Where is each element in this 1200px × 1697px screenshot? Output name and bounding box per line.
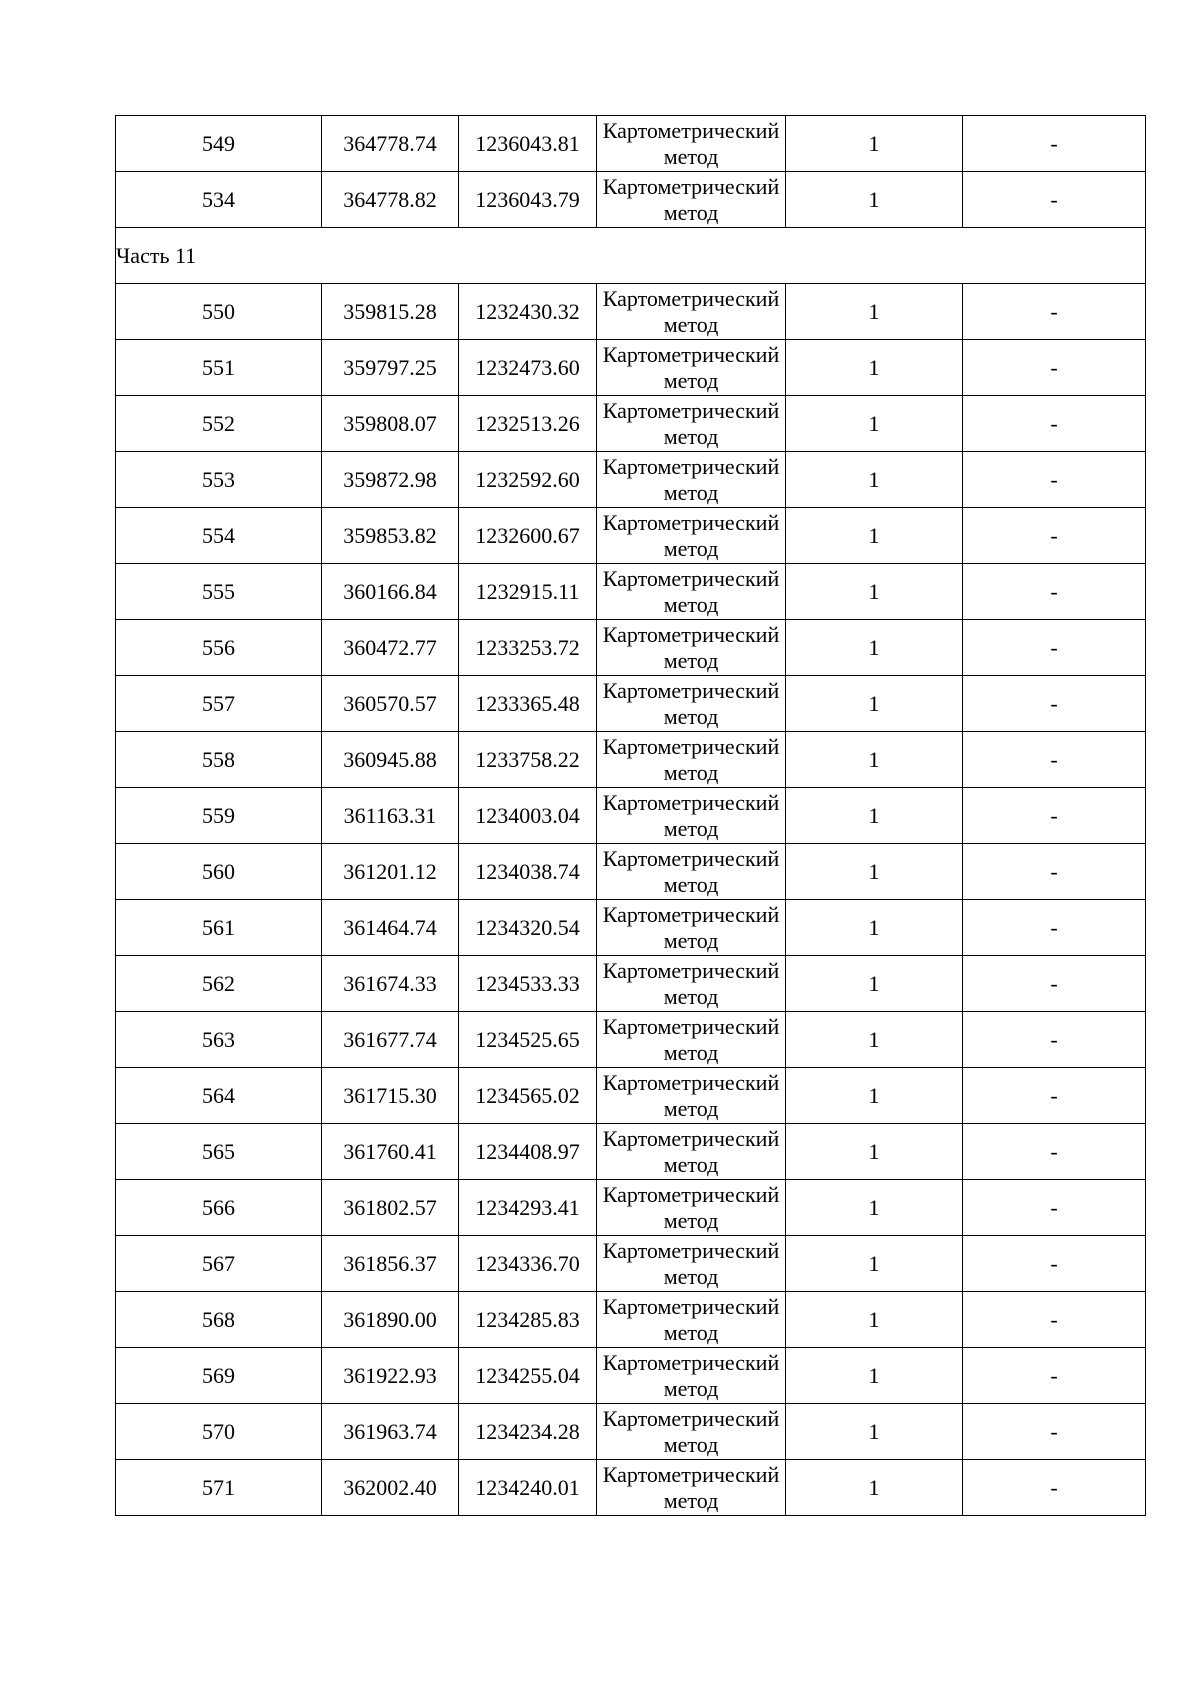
point-number-cell: 549	[116, 116, 322, 172]
y-coordinate-cell: 1232915.11	[459, 564, 597, 620]
accuracy-cell: 1	[786, 340, 963, 396]
point-number-cell: 563	[116, 1012, 322, 1068]
accuracy-cell: 1	[786, 1012, 963, 1068]
x-coordinate-cell: 361674.33	[322, 956, 459, 1012]
method-cell: Картометрический метод	[597, 1180, 786, 1236]
y-coordinate-cell: 1232600.67	[459, 508, 597, 564]
method-cell: Картометрический метод	[597, 340, 786, 396]
accuracy-cell: 1	[786, 676, 963, 732]
accuracy-cell: 1	[786, 1292, 963, 1348]
point-number-cell: 558	[116, 732, 322, 788]
method-cell: Картометрический метод	[597, 508, 786, 564]
note-cell: -	[963, 172, 1146, 228]
y-coordinate-cell: 1234525.65	[459, 1012, 597, 1068]
method-cell: Картометрический метод	[597, 844, 786, 900]
note-cell: -	[963, 844, 1146, 900]
y-coordinate-cell: 1232513.26	[459, 396, 597, 452]
x-coordinate-cell: 359853.82	[322, 508, 459, 564]
section-label: Часть 11	[116, 228, 1146, 284]
note-cell: -	[963, 564, 1146, 620]
y-coordinate-cell: 1234408.97	[459, 1124, 597, 1180]
method-cell: Картометрический метод	[597, 1292, 786, 1348]
accuracy-cell: 1	[786, 1404, 963, 1460]
note-cell: -	[963, 620, 1146, 676]
section-row	[116, 228, 1146, 284]
x-coordinate-cell: 361677.74	[322, 1012, 459, 1068]
method-cell: Картометрический метод	[597, 676, 786, 732]
point-number-cell: 566	[116, 1180, 322, 1236]
note-cell: -	[963, 788, 1146, 844]
x-coordinate-cell: 361890.00	[322, 1292, 459, 1348]
accuracy-cell: 1	[786, 844, 963, 900]
table-row	[116, 1012, 1146, 1068]
method-cell: Картометрический метод	[597, 1012, 786, 1068]
coordinates-table-body	[116, 116, 1146, 1516]
point-number-cell: 568	[116, 1292, 322, 1348]
method-cell: Картометрический метод	[597, 452, 786, 508]
x-coordinate-cell: 361201.12	[322, 844, 459, 900]
y-coordinate-cell: 1233253.72	[459, 620, 597, 676]
x-coordinate-cell: 359797.25	[322, 340, 459, 396]
point-number-cell: 569	[116, 1348, 322, 1404]
x-coordinate-cell: 361963.74	[322, 1404, 459, 1460]
x-coordinate-cell: 361802.57	[322, 1180, 459, 1236]
method-cell: Картометрический метод	[597, 788, 786, 844]
y-coordinate-cell: 1234320.54	[459, 900, 597, 956]
table-row	[116, 564, 1146, 620]
accuracy-cell: 1	[786, 396, 963, 452]
y-coordinate-cell: 1233758.22	[459, 732, 597, 788]
note-cell: -	[963, 1348, 1146, 1404]
method-cell: Картометрический метод	[597, 620, 786, 676]
accuracy-cell: 1	[786, 900, 963, 956]
note-cell: -	[963, 900, 1146, 956]
table-row	[116, 1460, 1146, 1516]
point-number-cell: 550	[116, 284, 322, 340]
method-cell: Картометрический метод	[597, 396, 786, 452]
x-coordinate-cell: 359815.28	[322, 284, 459, 340]
y-coordinate-cell: 1234285.83	[459, 1292, 597, 1348]
accuracy-cell: 1	[786, 508, 963, 564]
accuracy-cell: 1	[786, 1068, 963, 1124]
table-row	[116, 956, 1146, 1012]
table-row	[116, 284, 1146, 340]
note-cell: -	[963, 732, 1146, 788]
table-row	[116, 1236, 1146, 1292]
x-coordinate-cell: 361856.37	[322, 1236, 459, 1292]
method-cell: Картометрический метод	[597, 564, 786, 620]
table-row	[116, 1068, 1146, 1124]
x-coordinate-cell: 361922.93	[322, 1348, 459, 1404]
table-row	[116, 172, 1146, 228]
point-number-cell: 534	[116, 172, 322, 228]
point-number-cell: 559	[116, 788, 322, 844]
y-coordinate-cell: 1234234.28	[459, 1404, 597, 1460]
note-cell: -	[963, 1180, 1146, 1236]
point-number-cell: 560	[116, 844, 322, 900]
x-coordinate-cell: 360570.57	[322, 676, 459, 732]
y-coordinate-cell: 1234533.33	[459, 956, 597, 1012]
table-row	[116, 1124, 1146, 1180]
note-cell: -	[963, 676, 1146, 732]
table-row	[116, 508, 1146, 564]
method-cell: Картометрический метод	[597, 956, 786, 1012]
table-row	[116, 900, 1146, 956]
y-coordinate-cell: 1232592.60	[459, 452, 597, 508]
accuracy-cell: 1	[786, 116, 963, 172]
y-coordinate-cell: 1234255.04	[459, 1348, 597, 1404]
note-cell: -	[963, 508, 1146, 564]
table-row	[116, 844, 1146, 900]
table-row	[116, 452, 1146, 508]
table-row	[116, 1348, 1146, 1404]
y-coordinate-cell: 1232430.32	[459, 284, 597, 340]
accuracy-cell: 1	[786, 956, 963, 1012]
accuracy-cell: 1	[786, 1348, 963, 1404]
method-cell: Картометрический метод	[597, 284, 786, 340]
method-cell: Картометрический метод	[597, 1068, 786, 1124]
y-coordinate-cell: 1236043.81	[459, 116, 597, 172]
table-row	[116, 620, 1146, 676]
point-number-cell: 552	[116, 396, 322, 452]
point-number-cell: 564	[116, 1068, 322, 1124]
y-coordinate-cell: 1232473.60	[459, 340, 597, 396]
y-coordinate-cell: 1234336.70	[459, 1236, 597, 1292]
point-number-cell: 567	[116, 1236, 322, 1292]
x-coordinate-cell: 364778.82	[322, 172, 459, 228]
accuracy-cell: 1	[786, 284, 963, 340]
method-cell: Картометрический метод	[597, 1404, 786, 1460]
point-number-cell: 556	[116, 620, 322, 676]
x-coordinate-cell: 362002.40	[322, 1460, 459, 1516]
x-coordinate-cell: 361760.41	[322, 1124, 459, 1180]
table-row	[116, 340, 1146, 396]
y-coordinate-cell: 1236043.79	[459, 172, 597, 228]
note-cell: -	[963, 1124, 1146, 1180]
table-row	[116, 1180, 1146, 1236]
accuracy-cell: 1	[786, 1124, 963, 1180]
point-number-cell: 562	[116, 956, 322, 1012]
point-number-cell: 570	[116, 1404, 322, 1460]
table-row	[116, 1292, 1146, 1348]
method-cell: Картометрический метод	[597, 732, 786, 788]
accuracy-cell: 1	[786, 788, 963, 844]
note-cell: -	[963, 452, 1146, 508]
point-number-cell: 553	[116, 452, 322, 508]
accuracy-cell: 1	[786, 564, 963, 620]
point-number-cell: 557	[116, 676, 322, 732]
note-cell: -	[963, 1292, 1146, 1348]
y-coordinate-cell: 1234293.41	[459, 1180, 597, 1236]
note-cell: -	[963, 1012, 1146, 1068]
method-cell: Картометрический метод	[597, 1460, 786, 1516]
accuracy-cell: 1	[786, 1236, 963, 1292]
y-coordinate-cell: 1234240.01	[459, 1460, 597, 1516]
point-number-cell: 571	[116, 1460, 322, 1516]
method-cell: Картометрический метод	[597, 1124, 786, 1180]
accuracy-cell: 1	[786, 1180, 963, 1236]
x-coordinate-cell: 361715.30	[322, 1068, 459, 1124]
method-cell: Картометрический метод	[597, 900, 786, 956]
note-cell: -	[963, 1068, 1146, 1124]
note-cell: -	[963, 1460, 1146, 1516]
note-cell: -	[963, 284, 1146, 340]
x-coordinate-cell: 360945.88	[322, 732, 459, 788]
table-row	[116, 1404, 1146, 1460]
note-cell: -	[963, 1404, 1146, 1460]
note-cell: -	[963, 1236, 1146, 1292]
note-cell: -	[963, 396, 1146, 452]
x-coordinate-cell: 361163.31	[322, 788, 459, 844]
y-coordinate-cell: 1234565.02	[459, 1068, 597, 1124]
x-coordinate-cell: 361464.74	[322, 900, 459, 956]
method-cell: Картометрический метод	[597, 1348, 786, 1404]
point-number-cell: 551	[116, 340, 322, 396]
table-row	[116, 676, 1146, 732]
y-coordinate-cell: 1234038.74	[459, 844, 597, 900]
note-cell: -	[963, 340, 1146, 396]
table-row	[116, 396, 1146, 452]
table-row	[116, 788, 1146, 844]
note-cell: -	[963, 116, 1146, 172]
point-number-cell: 555	[116, 564, 322, 620]
method-cell: Картометрический метод	[597, 116, 786, 172]
y-coordinate-cell: 1233365.48	[459, 676, 597, 732]
accuracy-cell: 1	[786, 452, 963, 508]
x-coordinate-cell: 359872.98	[322, 452, 459, 508]
accuracy-cell: 1	[786, 172, 963, 228]
point-number-cell: 561	[116, 900, 322, 956]
accuracy-cell: 1	[786, 1460, 963, 1516]
coordinates-table	[115, 115, 1146, 1516]
accuracy-cell: 1	[786, 620, 963, 676]
point-number-cell: 565	[116, 1124, 322, 1180]
y-coordinate-cell: 1234003.04	[459, 788, 597, 844]
accuracy-cell: 1	[786, 732, 963, 788]
table-row	[116, 116, 1146, 172]
method-cell: Картометрический метод	[597, 172, 786, 228]
x-coordinate-cell: 364778.74	[322, 116, 459, 172]
note-cell: -	[963, 956, 1146, 1012]
x-coordinate-cell: 360166.84	[322, 564, 459, 620]
table-row	[116, 732, 1146, 788]
point-number-cell: 554	[116, 508, 322, 564]
x-coordinate-cell: 359808.07	[322, 396, 459, 452]
x-coordinate-cell: 360472.77	[322, 620, 459, 676]
method-cell: Картометрический метод	[597, 1236, 786, 1292]
